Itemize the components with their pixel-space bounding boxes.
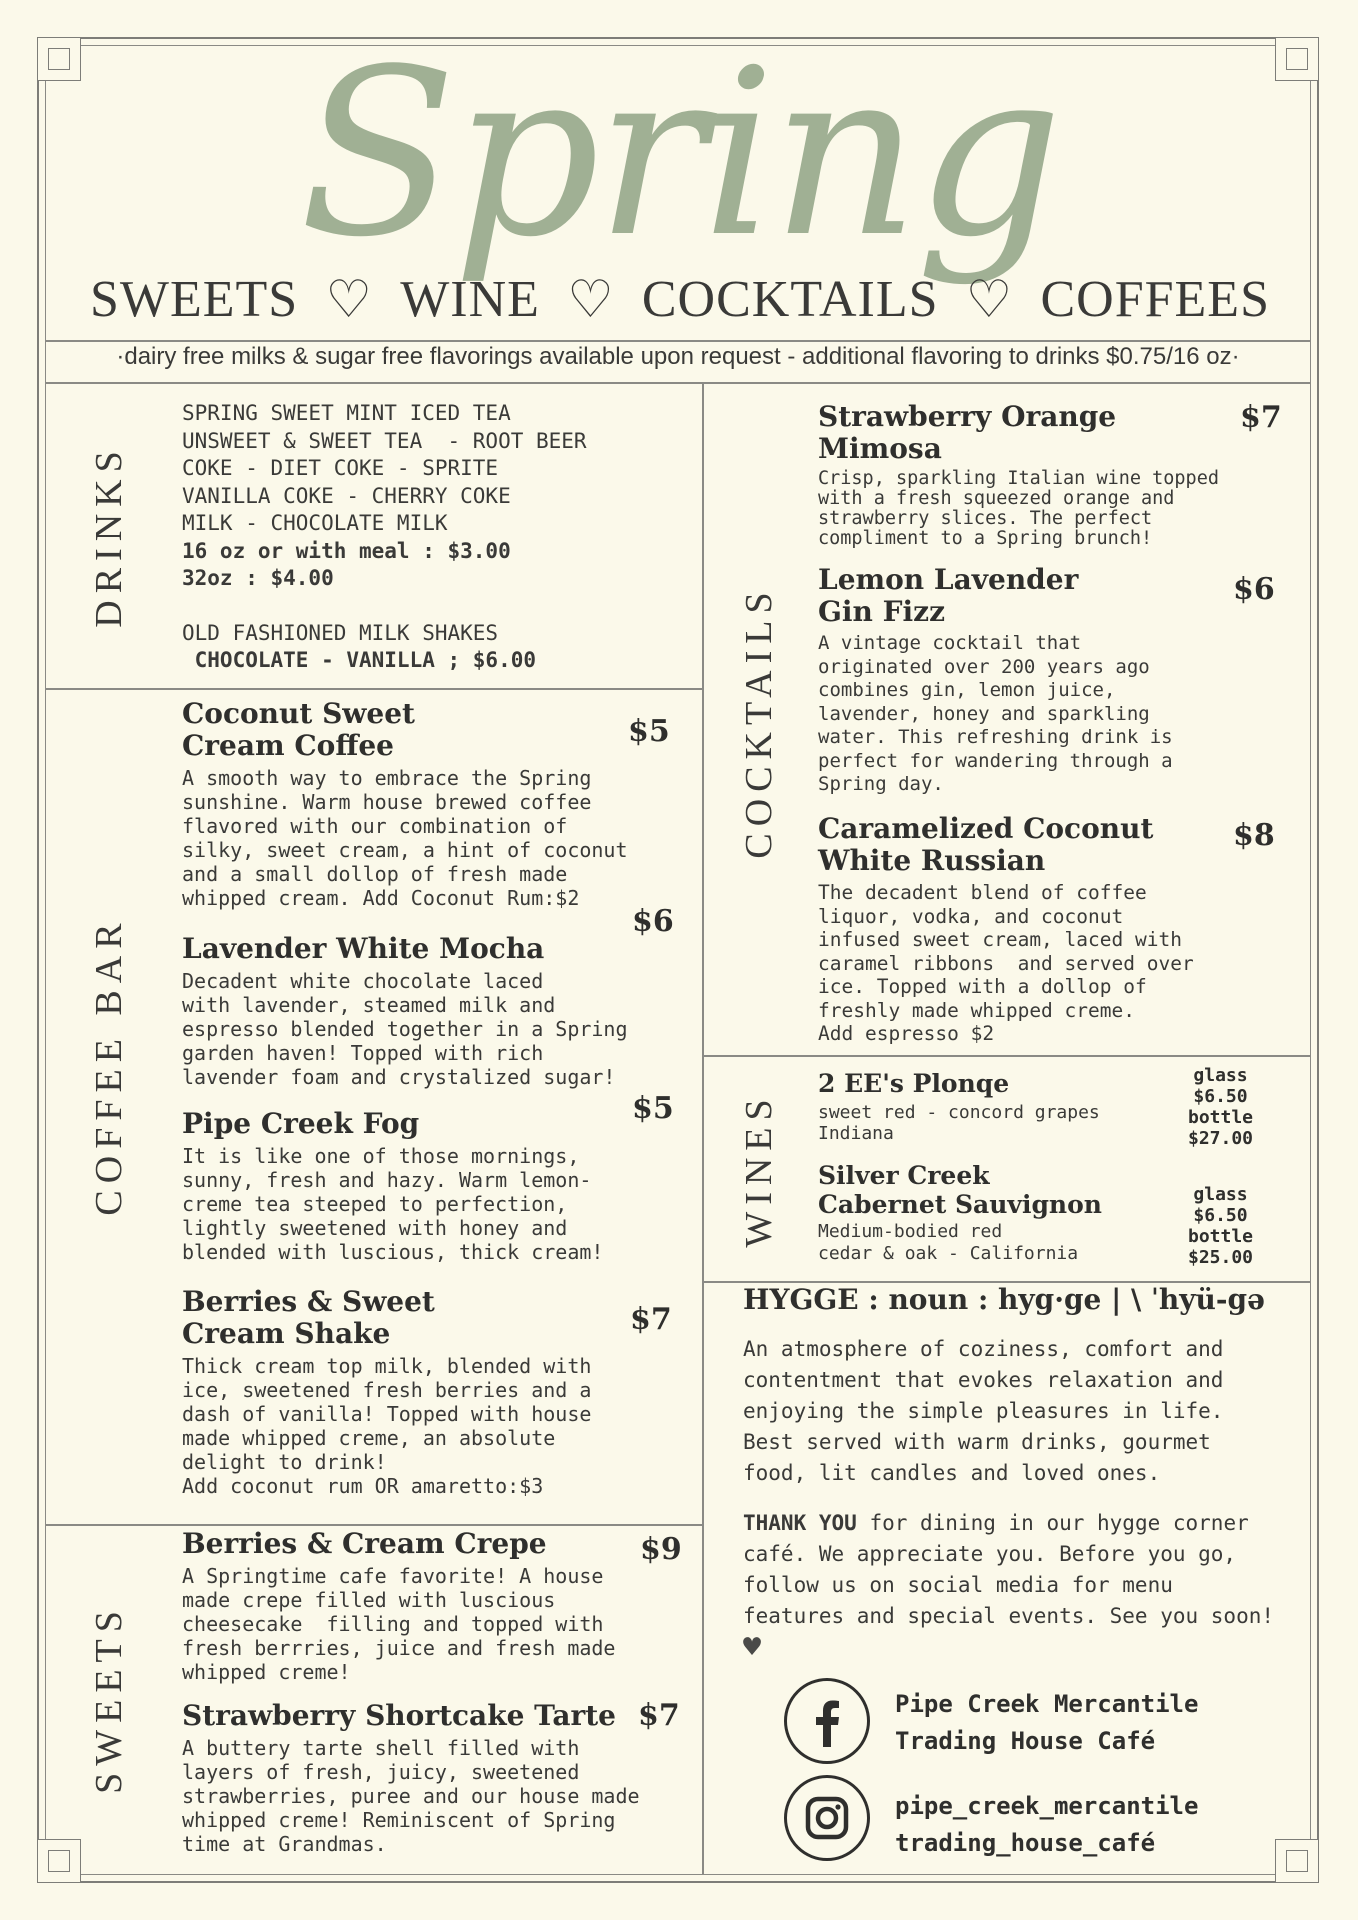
item-description: It is like one of those mornings, sunny, fresh and hazy. Warm lemon- creme tea steeped to perfection, lightly sweetened with honey and blended with luscious, thick cream! bbox=[182, 1144, 604, 1264]
divider bbox=[45, 1524, 702, 1526]
menu-item bbox=[182, 1528, 692, 1684]
menu-item bbox=[182, 698, 692, 910]
menu-item bbox=[818, 564, 1263, 797]
item-name: Strawberry Shortcake Tarte bbox=[182, 1699, 616, 1732]
item-price: $6 bbox=[632, 904, 674, 939]
thank-you-bold: THANK YOU bbox=[743, 1511, 857, 1535]
drink-line: MILK - CHOCOLATE MILK bbox=[182, 511, 448, 535]
category-headline bbox=[90, 270, 1270, 330]
item-description: The decadent blend of coffee liquor, vodka, and coconut infused sweet cream, laced with caramel ribbons and served over ice. Topped with a dollop of freshly made whipped creme. Add espresso $2 bbox=[818, 881, 1194, 1045]
item-description: Decadent white chocolate laced with lavender, steamed milk and espresso blended together in a Spring garden haven! Topped with rich lavender foam and crystalized sugar! bbox=[182, 969, 628, 1089]
menu-item bbox=[818, 1068, 1148, 1144]
drink-price: 32oz : $4.00 bbox=[182, 566, 334, 590]
menu-item bbox=[182, 1286, 692, 1498]
menu-item bbox=[182, 1700, 702, 1856]
heart-icon: ♡ bbox=[325, 272, 374, 329]
item-description: A Springtime cafe favorite! A house made crepe filled with luscious cheesecake filling and topped with fresh berrries, juice and fresh made whipped creme! bbox=[182, 1564, 616, 1684]
menu-item bbox=[818, 401, 1263, 549]
menu-item bbox=[182, 1108, 692, 1264]
category-cocktails: COCKTAILS bbox=[641, 271, 939, 328]
item-name: Coconut Sweet Cream Coffee bbox=[182, 697, 415, 762]
facebook-icon[interactable] bbox=[784, 1678, 870, 1764]
item-name: Berries & Cream Crepe bbox=[182, 1527, 547, 1560]
divider bbox=[702, 1055, 1311, 1057]
item-price: $7 bbox=[630, 1302, 672, 1337]
column-divider bbox=[702, 382, 704, 1875]
item-price: $7 bbox=[638, 1698, 680, 1733]
section-label-coffee-bar: COFFEE BAR bbox=[88, 916, 130, 1216]
section-label-drinks: DRINKS bbox=[88, 444, 130, 628]
drink-line: UNSWEET & SWEET TEA - ROOT BEER bbox=[182, 428, 587, 453]
hygge-title: HYGGE : noun : hyg·ge | \ ˈhyü-gə bbox=[743, 1283, 1265, 1316]
shakes-title: OLD FASHIONED MILK SHAKES bbox=[182, 620, 499, 645]
drinks-list bbox=[182, 400, 587, 675]
item-description: A smooth way to embrace the Spring sunshine. Warm house brewed coffee flavored with our combination of silky, sweet cream, a hint of coconut and a small dollop of fresh made whipped cream. Add Coconut Rum:$2 bbox=[182, 766, 628, 910]
menu-item bbox=[818, 1161, 1148, 1265]
item-description: sweet red - concord grapes Indiana bbox=[818, 1102, 1100, 1144]
item-name: Silver Creek Cabernet Sauvignon bbox=[818, 1161, 1102, 1219]
wine-price: glass $6.50 bottle $27.00 bbox=[1188, 1065, 1254, 1149]
item-description: Medium-bodied red cedar & oak - California bbox=[818, 1221, 1079, 1264]
item-description: Thick cream top milk, blended with ice, sweetened fresh berries and a dash of vanilla! Topped with house made whipped creme, an absolute delight to drink! Add coconut rum OR amaretto:$3 bbox=[182, 1354, 592, 1498]
instagram-handle[interactable] bbox=[895, 1788, 1198, 1862]
item-price: $7 bbox=[1240, 400, 1282, 435]
heart-icon: ♡ bbox=[567, 272, 615, 329]
facebook-handle[interactable] bbox=[895, 1686, 1198, 1760]
flavor-note: ·dairy free milks & sugar free flavorings available upon request - additional flavoring to drinks $0.75/16 oz· bbox=[116, 343, 1240, 370]
drink-line: COKE - DIET COKE - SPRITE bbox=[182, 456, 499, 480]
divider bbox=[45, 688, 702, 690]
item-name: Pipe Creek Fog bbox=[182, 1107, 420, 1140]
corner-ornament bbox=[1275, 1839, 1319, 1883]
hygge-body bbox=[743, 1334, 1283, 1666]
category-coffees: COFFEES bbox=[1040, 271, 1270, 328]
thank-you-text bbox=[743, 1508, 1283, 1666]
thank-you-body: for dining in our hygge corner café. We appreciate you. Before you go, follow us on social media for menu features and special events. See you soon! bbox=[743, 1511, 1275, 1628]
wine-price: glass $6.50 bottle $25.00 bbox=[1188, 1184, 1254, 1268]
item-name: 2 EE's Plonqe bbox=[818, 1069, 1010, 1098]
divider bbox=[45, 382, 1311, 384]
heart-icon: ♡ bbox=[965, 272, 1014, 329]
facebook-line: Pipe Creek Mercantile bbox=[895, 1690, 1199, 1718]
heart-icon: ♥ bbox=[743, 1630, 762, 1665]
item-name: Lemon Lavender Gin Fizz bbox=[818, 563, 1079, 628]
instagram-icon[interactable] bbox=[784, 1775, 870, 1861]
page-title-script: Spring bbox=[299, 21, 1059, 288]
divider bbox=[45, 340, 1311, 342]
category-sweets: SWEETS bbox=[90, 271, 299, 328]
instagram-line: trading_house_café bbox=[895, 1829, 1156, 1857]
item-name: Lavender White Mocha bbox=[182, 932, 545, 965]
facebook-line: Trading House Café bbox=[895, 1727, 1156, 1755]
hygge-definition: An atmosphere of coziness, comfort and contentment that evokes relaxation and enjoying the simple pleasures in life. Best served with warm drinks, gourmet food, lit candles and loved ones. bbox=[743, 1337, 1224, 1485]
corner-ornament bbox=[37, 1839, 81, 1883]
shakes-line: CHOCOLATE - VANILLA ; $6.00 bbox=[182, 648, 537, 672]
drink-line: VANILLA COKE - CHERRY COKE bbox=[182, 483, 511, 508]
instagram-line: pipe_creek_mercantile bbox=[895, 1792, 1199, 1820]
section-label-cocktails: COCKTAILS bbox=[738, 585, 780, 859]
item-price: $5 bbox=[628, 714, 670, 749]
item-price: $9 bbox=[640, 1532, 682, 1567]
item-description: Crisp, sparkling Italian wine topped with a fresh squeezed orange and strawberry slices. The perfect compliment to a Spring brunch! bbox=[818, 468, 1219, 549]
item-price: $6 bbox=[1233, 572, 1275, 607]
section-label-sweets: SWEETS bbox=[88, 1604, 130, 1794]
drink-price: 16 oz or with meal : $3.00 bbox=[182, 538, 511, 563]
menu-item bbox=[182, 933, 692, 1089]
menu-item bbox=[818, 813, 1263, 1046]
item-price: $8 bbox=[1233, 818, 1275, 853]
item-price: $5 bbox=[632, 1091, 674, 1126]
item-name: Strawberry Orange Mimosa bbox=[818, 400, 1117, 465]
item-name: Berries & Sweet Cream Shake bbox=[182, 1285, 435, 1350]
item-name: Caramelized Coconut White Russian bbox=[818, 812, 1154, 877]
section-label-wines: WINES bbox=[738, 1092, 780, 1248]
drink-line: SPRING SWEET MINT ICED TEA bbox=[182, 401, 511, 425]
item-description: A buttery tarte shell filled with layers of fresh, juicy, sweetened strawberries, puree and our house made whipped creme! Reminiscent of Spring time at Grandmas. bbox=[182, 1736, 640, 1856]
category-wine: WINE bbox=[400, 271, 540, 328]
item-description: A vintage cocktail that originated over 200 years ago combines gin, lemon juice, lavender, honey and sparkling water. This refreshing drink is perfect for wandering through a Spring day. bbox=[818, 632, 1173, 795]
